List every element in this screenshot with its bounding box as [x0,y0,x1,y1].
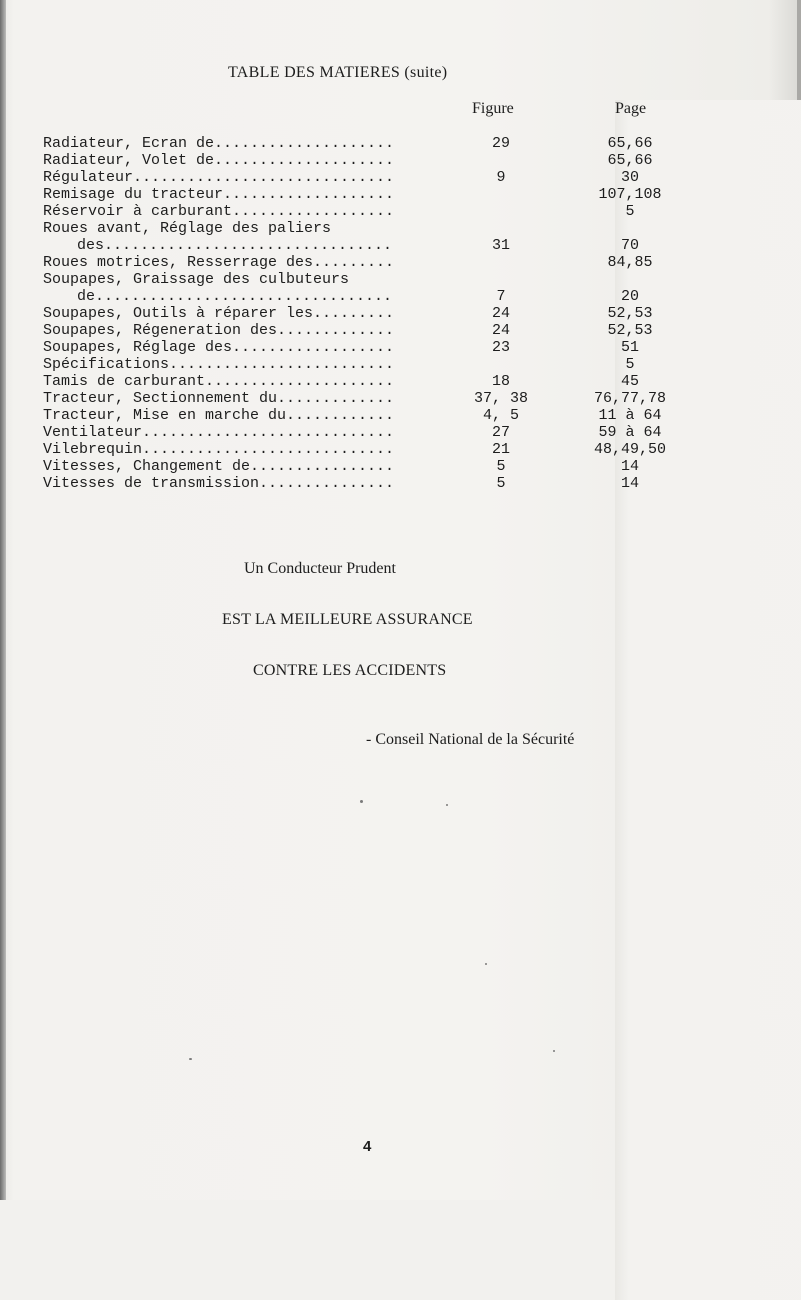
toc-row [0,390,801,407]
toc-entry-text: Soupapes, Graissage des culbuteurs [43,271,350,288]
toc-row [0,271,801,288]
paper-speck [189,1058,192,1060]
toc-entry-page: 20 [620,288,639,305]
toc-entry-figure: 29 [491,135,510,152]
toc-entry-figure: 7 [496,288,506,305]
toc-row [0,407,801,424]
toc-entry-text: de................................. [77,288,393,305]
toc-entry-figure: 23 [491,339,510,356]
toc-entry-text: Régulateur............................. [43,169,395,186]
toc-entry-page: 70 [620,237,639,254]
toc-entry-page: 14 [620,475,639,492]
toc-entry-text: Remisage du tracteur................... [43,186,395,203]
paper-speck [485,963,487,965]
toc-row [0,203,801,220]
toc-entry-text: Vitesses de transmission............... [43,475,395,492]
toc-entry-figure: 31 [491,237,510,254]
safety-attribution: - Conseil National de la Sécurité [366,731,575,748]
toc-row [0,441,801,458]
toc-row [0,237,801,254]
toc-entry-text: Tamis de carburant..................... [43,373,395,390]
toc-row [0,322,801,339]
toc-entry-page: 45 [620,373,639,390]
toc-entry-page: 11 à 64 [598,407,662,424]
toc-entry-text: Vitesses, Changement de................ [43,458,395,475]
toc-entry-figure: 18 [491,373,510,390]
toc-entry-page: 48,49,50 [593,441,666,458]
toc-entry-text: Radiateur, Ecran de.................... [43,135,395,152]
table-of-contents [0,135,801,492]
toc-entry-page: 30 [620,169,639,186]
toc-row [0,424,801,441]
page-number: 4 [363,1138,372,1155]
toc-row [0,458,801,475]
toc-entry-figure: 21 [491,441,510,458]
toc-row [0,135,801,152]
figure-column-header: Figure [472,100,514,117]
toc-entry-text: Roues motrices, Resserrage des......... [43,254,395,271]
toc-entry-page: 14 [620,458,639,475]
toc-entry-text: Soupapes, Outils à réparer les......... [43,305,395,322]
toc-entry-figure: 24 [491,305,510,322]
toc-entry-page: 65,66 [607,135,653,152]
toc-row [0,305,801,322]
paper-speck [360,800,363,803]
toc-entry-page: 84,85 [607,254,653,271]
toc-entry-page: 52,53 [607,305,653,322]
toc-entry-text: Radiateur, Volet de.................... [43,152,395,169]
toc-entry-page: 59 à 64 [598,424,662,441]
toc-row [0,288,801,305]
toc-row [0,475,801,492]
toc-row [0,152,801,169]
toc-entry-page: 52,53 [607,322,653,339]
toc-entry-text: Soupapes, Régeneration des............. [43,322,395,339]
toc-entry-text: Réservoir à carburant.................. [43,203,395,220]
toc-entry-page: 5 [625,356,635,373]
toc-row [0,254,801,271]
toc-row [0,220,801,237]
toc-entry-text: Roues avant, Réglage des paliers [43,220,332,237]
toc-entry-figure: 27 [491,424,510,441]
toc-entry-figure: 9 [496,169,506,186]
safety-slogan-line-3: CONTRE LES ACCIDENTS [253,662,447,679]
toc-row [0,186,801,203]
toc-entry-text: Soupapes, Réglage des.................. [43,339,395,356]
toc-row [0,339,801,356]
safety-slogan-line-1: Un Conducteur Prudent [244,560,396,577]
toc-row [0,373,801,390]
toc-entry-figure: 24 [491,322,510,339]
toc-entry-figure: 5 [496,475,506,492]
paper-speck [553,1050,555,1052]
toc-entry-text: des................................ [77,237,393,254]
toc-entry-text: Tracteur, Mise en marche du............ [43,407,395,424]
toc-entry-page: 65,66 [607,152,653,169]
toc-entry-page: 51 [620,339,639,356]
paper-speck [446,804,448,806]
toc-entry-text: Ventilateur............................ [43,424,395,441]
toc-entry-figure: 5 [496,458,506,475]
toc-entry-text: Spécifications......................... [43,356,395,373]
toc-entry-text: Tracteur, Sectionnement du............. [43,390,395,407]
toc-entry-page: 107,108 [598,186,662,203]
toc-row [0,169,801,186]
toc-entry-figure: 37, 38 [473,390,528,407]
toc-entry-page: 76,77,78 [593,390,666,407]
toc-entry-figure: 4, 5 [482,407,519,424]
page-column-header: Page [615,100,801,1300]
page-title: TABLE DES MATIERES (suite) [228,64,448,81]
toc-row [0,356,801,373]
toc-entry-page: 5 [625,203,635,220]
safety-slogan-line-2: EST LA MEILLEURE ASSURANCE [222,611,473,628]
toc-entry-text: Vilebrequin............................ [43,441,395,458]
